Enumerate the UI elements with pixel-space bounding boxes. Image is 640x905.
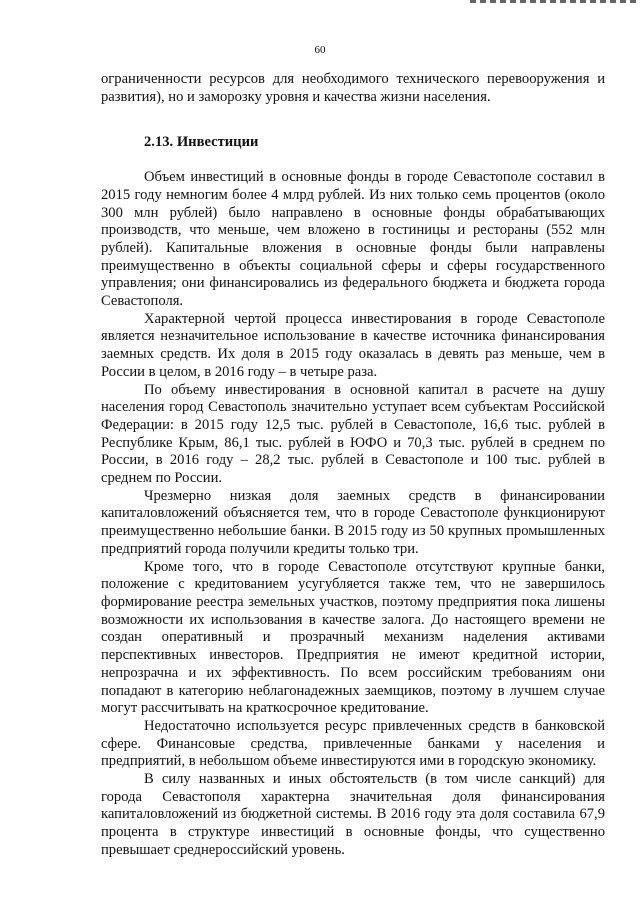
paragraph-attracted-funds: Недостаточно используется ресурс привлеченных средств в банковской сфере. Финансовые средства, привлеченные банками у населения и предприятий, в небольшом объеме инвестируются ими в городскую экономику. — [101, 717, 605, 770]
paragraph-per-capita: По объему инвестирования в основной капитал в расчете на душу населения город Севастополь значительно уступает всем субъектам Российской Федерации: в 2015 году 12,5 тыс. рублей в Севастополе, 16,6 тыс. рублей в Республике Крым, 86,1 тыс. рублей в ЮФО и 70,3 тыс. рублей в среднем по России, в 2016 году – 28,2 тыс. рублей в Севастополе и 100 тыс. рублей в среднем по России. — [101, 381, 605, 487]
paragraph-budget-share: В силу названных и иных обстоятельств (в том числе санкций) для города Севастополя характерна значительная доля финансирования капиталовложений из бюджетной системы. В 2016 году эта доля составила 67,9 процента в структуре инвестиций в основные фонды, что существенно превышает среднероссийский уровень. — [101, 771, 605, 858]
paragraph-credit-conditions: Кроме того, что в городе Севастополе отсутствуют крупные банки, положение с кредитованием усугубляется также тем, что не завершилось формирование реестра земельных участков, поэтому предприятия пока лишены возможности их использования в качестве залога. До настоящего времени не создан оперативный и прозрачный механизм наделения активами перспективных инвесторов. Предприятия не имеют кредитной истории, непрозрачна и их эффективность. По всем российским требованиям они попадают в категорию неблагонадежных заемщиков, поэтому в лучшем случае могут рассчитывать на краткосрочное кредитование. — [101, 558, 605, 717]
paragraph-investment-volume: Объем инвестиций в основные фонды в городе Севастополе составил в 2015 году немногим более 4 млрд рублей. Из них только семь процентов (около 300 млн рублей) было направлено в основные фонды обрабатывающих производств, что меньше, чем вложено в гостиницы и рестораны (552 млн рублей). Капитальные вложения в основные фонды были направлены преимущественно в объекты социальной сферы и сферы государственного управления; они финансировались из федерального бюджета и бюджета города Севастополя. — [101, 169, 605, 310]
section-heading: 2.13. Инвестиции — [144, 134, 259, 151]
continuation-paragraph: ограниченности ресурсов для необходимого технического перевооружения и развития), но и заморозку уровня и качества жизни населения. — [101, 71, 605, 105]
page-number: 60 — [314, 44, 326, 56]
document-body — [101, 71, 605, 860]
paragraph-borrowed-funds: Характерной чертой процесса инвестирования в городе Севастополе является незначительное использование в качестве источника финансирования заемных средств. Их доля в 2015 году оказалась в девять раз меньше, чем в России в целом, в 2016 году – в четыре раза. — [101, 310, 605, 380]
paragraph-small-banks: Чрезмерно низкая доля заемных средств в финансировании капиталовложений объясняется тем, что в городе Севастополе функционируют преимущественно небольшие банки. В 2015 году из 50 крупных промышленных предприятий города получили кредиты только три. — [101, 487, 605, 557]
scan-edge-artifact — [470, 0, 640, 3]
